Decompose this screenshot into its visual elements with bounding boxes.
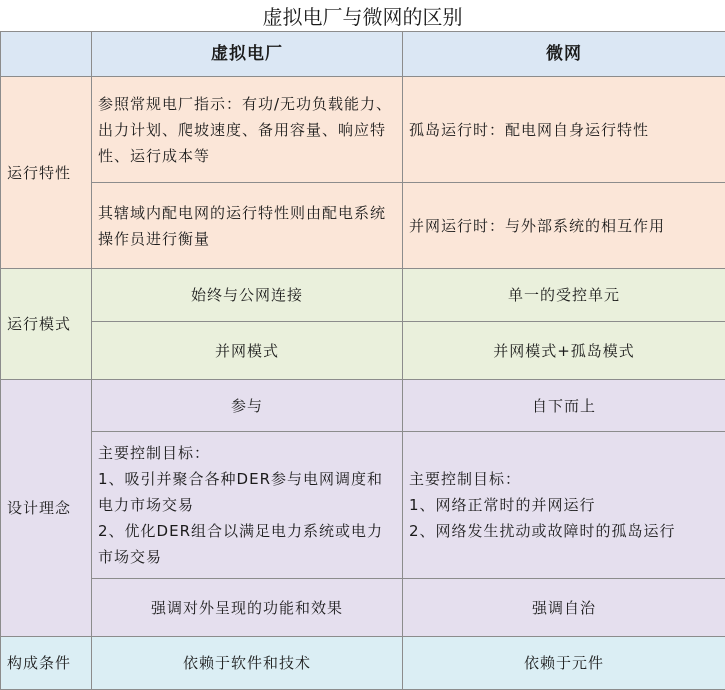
cell-mode-mg-2: 并网模式+孤岛模式 bbox=[403, 322, 725, 380]
table-row bbox=[1, 432, 725, 579]
cell-conditions-vpp: 依赖于软件和技术 bbox=[92, 637, 403, 690]
cell-design-vpp-1: 参与 bbox=[92, 380, 403, 432]
cell-design-mg-3: 强调自治 bbox=[403, 579, 725, 637]
table-row bbox=[1, 77, 725, 183]
page-title: 虚拟电厂与微网的区别 bbox=[262, 5, 463, 29]
cell-operation-vpp-1: 参照常规电厂指示：有功/无功负载能力、出力计划、爬坡速度、备用容量、响应特性、运行成本等 bbox=[92, 77, 403, 183]
header-virtual-power-plant: 虚拟电厂 bbox=[92, 32, 403, 77]
cell-mode-vpp-1: 始终与公网连接 bbox=[92, 269, 403, 322]
row-label-mode: 运行模式 bbox=[1, 269, 92, 380]
cell-design-mg-2 bbox=[403, 432, 725, 579]
header-microgrid: 微网 bbox=[403, 32, 725, 77]
cell-operation-vpp-2: 其辖域内配电网的运行特性则由配电系统操作员进行衡量 bbox=[92, 183, 403, 269]
cell-line: 1、吸引并聚合各种DER参与电网调度和电力市场交易 bbox=[98, 470, 383, 514]
table-row bbox=[1, 183, 725, 269]
cell-line: 2、网络发生扰动或故障时的孤岛运行 bbox=[409, 522, 676, 540]
cell-operation-mg-2: 并网运行时：与外部系统的相互作用 bbox=[403, 183, 725, 269]
table-row bbox=[1, 380, 725, 432]
table-row bbox=[1, 269, 725, 322]
row-label-design: 设计理念 bbox=[1, 380, 92, 637]
cell-line: 主要控制目标： bbox=[409, 470, 522, 488]
cell-line: 主要控制目标： bbox=[98, 444, 211, 462]
row-label-operation: 运行特性 bbox=[1, 77, 92, 269]
cell-mode-mg-1: 单一的受控单元 bbox=[403, 269, 725, 322]
table-header-row bbox=[1, 32, 725, 77]
cell-operation-mg-1: 孤岛运行时：配电网自身运行特性 bbox=[403, 77, 725, 183]
cell-mode-vpp-2: 并网模式 bbox=[92, 322, 403, 380]
table-row bbox=[1, 579, 725, 637]
cell-line: 1、网络正常时的并网运行 bbox=[409, 496, 596, 514]
cell-design-vpp-2 bbox=[92, 432, 403, 579]
comparison-table bbox=[0, 31, 725, 690]
header-corner bbox=[1, 32, 92, 77]
table-row bbox=[1, 637, 725, 690]
cell-design-mg-1: 自下而上 bbox=[403, 380, 725, 432]
cell-conditions-mg: 依赖于元件 bbox=[403, 637, 725, 690]
table-row bbox=[1, 322, 725, 380]
cell-line: 2、优化DER组合以满足电力系统或电力市场交易 bbox=[98, 522, 383, 566]
cell-design-vpp-3: 强调对外呈现的功能和效果 bbox=[92, 579, 403, 637]
row-label-conditions: 构成条件 bbox=[1, 637, 92, 690]
